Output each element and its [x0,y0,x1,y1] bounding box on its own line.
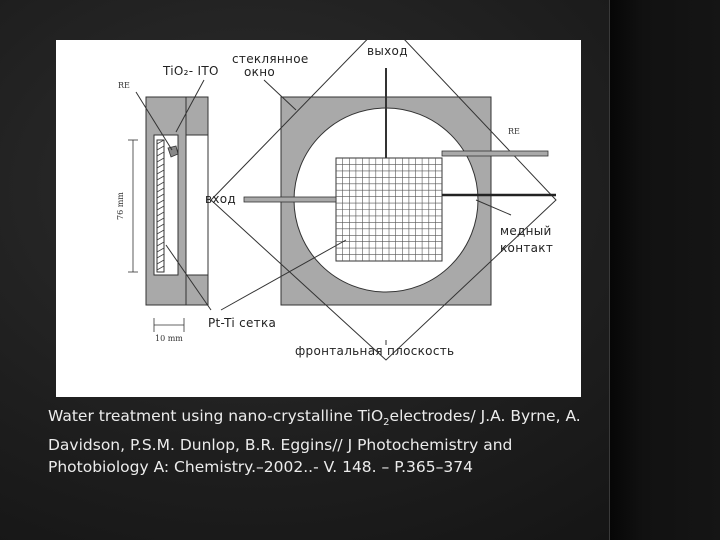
re-right-tube [442,151,548,156]
label-glass-window-1: стеклянное [232,52,309,66]
label-inlet: вход [205,192,237,206]
label-pt-ti-mesh: Pt-Ti сетка [208,316,277,330]
label-copper-contact-2: контакт [500,241,554,255]
caption-part-1: Water treatment using nano-crystalline TiO [48,407,384,425]
decorative-photo-strip [609,0,720,540]
label-copper-contact-1: медный [500,224,552,238]
label-glass-window-2: окно [244,65,275,79]
cell-diagram [56,40,581,397]
leader-glass-window [264,80,296,110]
label-dimension-vertical: 76 mm [116,192,125,220]
caption-subscript: 2 [383,417,390,429]
glass-spacer [186,97,208,135]
label-dimension-horizontal: 10 mm [155,334,183,343]
label-tio2-ito: TiO₂- ITO [163,64,219,78]
label-outlet: выход [367,44,408,58]
label-re-top: RE [118,81,130,90]
label-front-plane: фронтальная плоскость [295,344,455,358]
caption-part-2: electrodes/ J.A. Byrne, A. Davidson, P.S.M. Dunlop, B.R. Eggins// J Photochemistry and Photobiology A: Chemistry.–2002..- V. 148. – P.365–374 [48,407,581,477]
label-re-right: RE [508,127,520,136]
inlet-tube [244,197,336,202]
figure-caption [48,405,600,478]
